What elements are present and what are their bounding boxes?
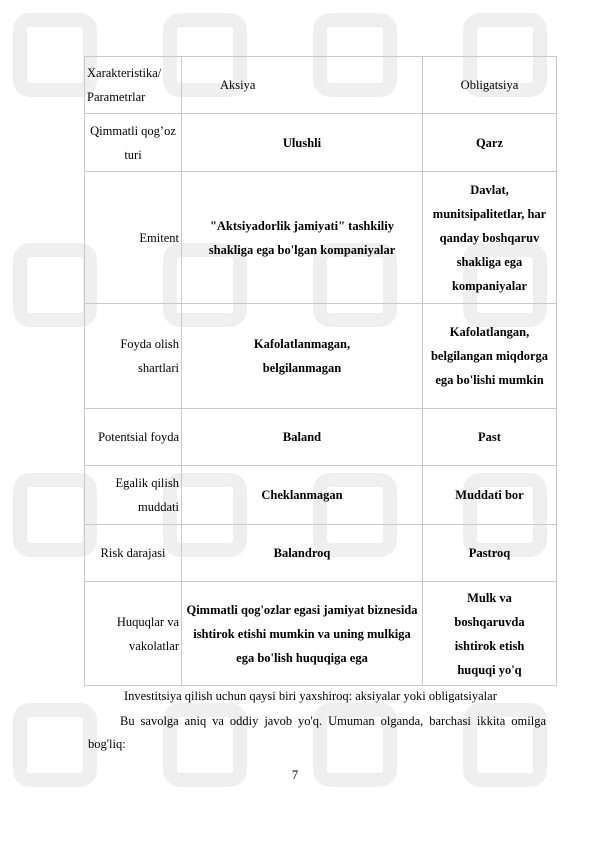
- aksiya-cell: [182, 114, 423, 172]
- param-cell: [85, 525, 182, 582]
- param-cell: [85, 409, 182, 466]
- param-label: Potentsial foyda: [98, 430, 179, 444]
- header-aksiya-label: Aksiya: [220, 78, 256, 92]
- obligatsiya-value: Qarz: [475, 135, 504, 150]
- table-row: [85, 409, 557, 466]
- aksiya-cell: [182, 466, 423, 525]
- aksiya-value: Ulushli: [282, 135, 322, 150]
- comparison-table: [84, 56, 557, 686]
- param-label: Huquqlar va vakolatlar: [116, 614, 179, 653]
- aksiya-value: Qimmatli qog'ozlar egasi jamiyat biznesida ishtirok etishi mumkin va uning mulkiga ega bo'lish huquqiga ega: [186, 602, 418, 665]
- header-obligatsiya-label: Obligatsiya: [460, 78, 519, 92]
- obligatsiya-value: Past: [478, 430, 501, 444]
- table-row: [85, 114, 557, 172]
- obligatsiya-value: Pastroq: [468, 546, 511, 560]
- header-param-cell: [85, 57, 182, 114]
- paragraph-answer: Bu savolga aniq va oddiy javob yo'q. Umuman olganda, barchasi ikkita omilga bog'liq:: [88, 714, 546, 751]
- obligatsiya-cell: [423, 304, 557, 409]
- aksiya-cell: [182, 582, 423, 686]
- obligatsiya-cell: [423, 466, 557, 525]
- aksiya-value: Cheklanmagan: [261, 488, 343, 502]
- table-row: [85, 525, 557, 582]
- param-cell: [85, 304, 182, 409]
- obligatsiya-value: Davlat, munitsipalitetlar, har qanday boshqaruv shakliga ega kompaniyalar: [432, 182, 547, 293]
- table-header-row: [85, 57, 557, 114]
- obligatsiya-cell: [423, 582, 557, 686]
- aksiya-cell: [182, 304, 423, 409]
- param-label: Egalik qilish muddati: [115, 476, 179, 514]
- table-row: [85, 304, 557, 409]
- header-aksiya-cell: [182, 57, 423, 114]
- header-obligatsiya-cell: [423, 57, 557, 114]
- aksiya-cell: [182, 525, 423, 582]
- obligatsiya-value: Kafolatlangan, belgilangan miqdorga ega bo'lishi mumkin: [430, 325, 549, 387]
- param-cell: [85, 172, 182, 304]
- paragraph-question: Investitsiya qilish uchun qaysi biri yaxshiroq: aksiyalar yoki obligatsiyalar: [124, 689, 497, 703]
- aksiya-value: Balandroq: [273, 546, 331, 560]
- param-cell: [85, 466, 182, 525]
- table-row: [85, 466, 557, 525]
- obligatsiya-cell: [423, 525, 557, 582]
- obligatsiya-cell: [423, 114, 557, 172]
- param-label: Foyda olish shartlari: [120, 337, 179, 375]
- aksiya-value: Baland: [282, 430, 322, 444]
- obligatsiya-cell: [423, 409, 557, 466]
- obligatsiya-value: Mulk va boshqaruvda ishtirok etish huquqi yo'q: [454, 590, 525, 677]
- page-number: 7: [291, 768, 299, 782]
- aksiya-cell: [182, 172, 423, 304]
- aksiya-cell: [182, 409, 423, 466]
- param-cell: [85, 114, 182, 172]
- obligatsiya-value: Muddati bor: [455, 488, 524, 502]
- param-label: Qimmatli qog’oz turi: [90, 123, 176, 162]
- param-label: Risk darajasi: [100, 546, 166, 560]
- param-label: Emitent: [139, 230, 179, 245]
- obligatsiya-cell: [423, 172, 557, 304]
- table-row: [85, 582, 557, 686]
- aksiya-value: "Aktsiyadorlik jamiyati" tashkiliy shakliga ega bo'lgan kompaniyalar: [208, 218, 396, 257]
- param-cell: [85, 582, 182, 686]
- aksiya-value: Kafolatlanmagan, belgilanmagan: [253, 337, 351, 375]
- table-row: [85, 172, 557, 304]
- header-param-label: Xarakteristika/ Parametrlar: [87, 66, 162, 104]
